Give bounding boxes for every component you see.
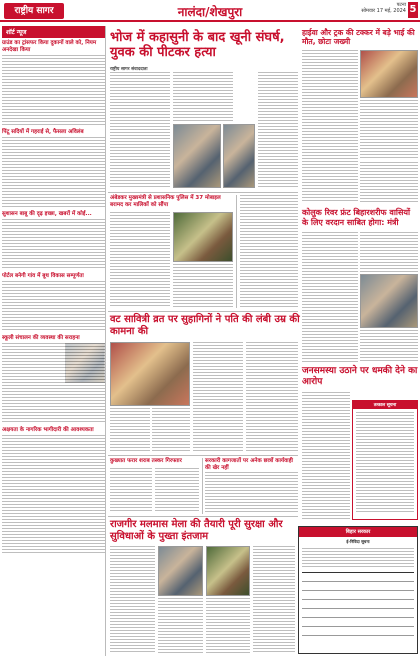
story3-photo: [360, 274, 418, 328]
brief-headline: स्कूली संचालन की व्यवस्था की सराहना: [2, 335, 80, 341]
story4-photo: [110, 342, 190, 406]
edition-date: सोमवार 17 मई, 2024: [361, 8, 406, 14]
accident-photo: [360, 50, 418, 98]
right-top-headline: हाईवा और ट्रक की टक्कर में बड़े भाई की मौत, छोटा जख्मी: [302, 28, 415, 46]
story8-headline: राजगीर मलमास मेला की तैयारी पूरी सुरक्षा और सुविधाओं के पुख्ता इंतजाम: [110, 519, 283, 542]
lead-body-col3: [258, 72, 298, 188]
story3-body-col1: [302, 232, 358, 362]
divider: [202, 458, 203, 514]
right-top-body-col1: [302, 50, 358, 120]
brief-text: [2, 219, 105, 269]
brief-headline: अक्षयता के नागरिक भागीदारी की आवश्यकता: [2, 427, 94, 433]
brief-headline: सुशासन बाबू की दृढ़ इच्छा, खबरों में कोई...: [2, 211, 92, 217]
story2-body-col1: [110, 212, 170, 308]
brief-headline: पोर्टल बनेगी गांव में बूथ विकास सम्पूर्णता: [2, 273, 84, 279]
story4-body-col2: [152, 408, 190, 452]
right-top-body-col4: [360, 162, 418, 202]
side-brief-body: [240, 195, 298, 308]
tender-notice-ad: [298, 526, 418, 654]
story6-body-col2: [155, 468, 199, 512]
story7-body: [205, 472, 298, 512]
story3-body-col2: [360, 232, 418, 272]
brief-text: [2, 137, 105, 207]
ad-table-row: [302, 591, 414, 600]
sidebar-bar: तत्काल सूचना: [353, 401, 417, 409]
brief-item: [2, 427, 105, 555]
divider: [108, 192, 298, 193]
ad-table-row: [302, 582, 414, 591]
story2-photo: [173, 212, 233, 262]
edition-info: [361, 2, 406, 14]
story3-headline: कोलुक रिवर फ्रंट बिहारशरीफ वासियों के लिए वरदान साबित होगा: मंत्री: [302, 208, 411, 227]
right-top-body-col2: [360, 100, 418, 160]
story5-body: [302, 392, 350, 520]
section-title: नालंदा/शेखपुरा: [177, 5, 243, 19]
ad-table-row: [302, 573, 414, 582]
divider: [108, 516, 298, 517]
ad-subtitle: ई-निविदा सूचना: [346, 539, 370, 544]
story6-body-col1: [110, 468, 152, 512]
lead-photo-2: [223, 124, 255, 188]
newspaper-logo: राष्ट्रीय सागर: [4, 3, 64, 19]
short-news-bar: शॉर्ट न्यूज: [2, 26, 105, 38]
left-column: [2, 26, 106, 656]
brief-item: [2, 40, 105, 125]
ad-table-row: [302, 618, 414, 627]
ad-text: [302, 548, 414, 568]
brief-item: [2, 211, 105, 269]
ad-table: [302, 572, 414, 636]
sidebar-box: [352, 400, 418, 520]
brief-text: [2, 55, 105, 125]
brief-item: [2, 129, 105, 207]
brief-text: [2, 343, 105, 423]
edition-city: पटना: [396, 2, 406, 8]
lead-byline: राष्ट्रीय सागर संवाददाता: [110, 67, 148, 72]
sidebar-text: [356, 412, 414, 512]
story4-headline: वट सावित्री व्रत पर सुहागिनों ने पति की लंबी उम्र की कामना की: [110, 314, 300, 337]
story2-headline: अंबेडकर मुख्यमंत्री से प्रशासनिक पुलिस में 37 मोबाइल बरामद कर मालिकों को सौंपा: [110, 195, 221, 208]
story8-body-col2: [158, 598, 203, 654]
brief-text: [2, 435, 105, 555]
story8-body-col1: [110, 546, 155, 654]
brief-headline: ग्राउंड का ट्रांसफर किया दुकानों वाले को, नियम अनदेखा किया: [2, 40, 97, 53]
story6-headline: कुख्यात फरार शराब तस्कर गिरफ्तार: [110, 458, 182, 464]
masthead: [0, 0, 420, 22]
lead-body-col1: [110, 72, 170, 188]
story8-body-col4: [253, 546, 295, 654]
page-number: 5: [408, 2, 418, 18]
lead-body-col2: [173, 72, 233, 122]
brief-text: [2, 281, 105, 331]
ad-title: बिहार सरकार: [299, 527, 417, 537]
ad-table-row: [302, 609, 414, 618]
brief-item: [2, 335, 105, 423]
divider: [108, 311, 298, 312]
story8-photo: [158, 546, 203, 596]
story7-headline: सरकारी कागजातों पर अनेक छात्रों कार्यवाही की खेर नहीं: [205, 458, 293, 471]
story8-body-col3: [206, 598, 250, 654]
ad-table-row: [302, 627, 414, 636]
story2-body-col2: [173, 264, 233, 308]
story4-body-col4: [246, 342, 298, 452]
lead-photo: [173, 124, 221, 188]
story8-photo-2: [206, 546, 250, 596]
brief-headline: पिंटू सदियों में गहराई से, फैसला अविलंब: [2, 129, 84, 135]
divider: [236, 195, 237, 308]
brief-item: [2, 273, 105, 331]
story3-body-col3: [360, 330, 418, 362]
divider: [108, 455, 298, 456]
story5-headline: जनसमस्या उठाने पर धमकी देने का आरोप: [302, 366, 418, 387]
story4-body-col1: [110, 408, 150, 452]
ad-table-row: [302, 600, 414, 609]
story4-body-col3: [193, 342, 243, 452]
right-top-body-col3: [302, 122, 358, 202]
lead-headline: भोज में कहासुनी के बाद खूनी संघर्ष, युवक की पीटकर हत्या: [110, 30, 285, 60]
